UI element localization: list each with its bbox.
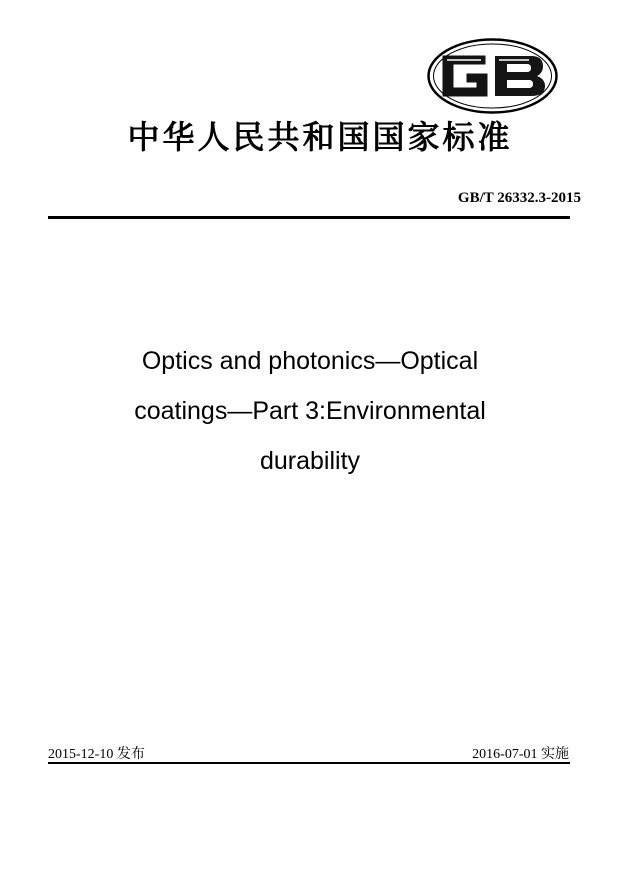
implementation-label: 实施 bbox=[541, 746, 569, 762]
title-line-1: Optics and photonics—Optical bbox=[141, 347, 479, 375]
header-divider bbox=[48, 216, 570, 219]
implementation-date-block bbox=[472, 743, 569, 763]
issuing-organization: 中华人民共和国国家标准 bbox=[127, 118, 513, 156]
title-line-3: durability bbox=[259, 447, 361, 475]
issue-date-block bbox=[48, 743, 145, 763]
implementation-date: 2016-07-01 bbox=[472, 747, 538, 762]
gb-logo-mark bbox=[427, 38, 558, 114]
issue-date: 2015-12-10 bbox=[48, 747, 114, 762]
issue-label: 发布 bbox=[116, 746, 145, 762]
footer-divider bbox=[48, 762, 570, 764]
title-line-2: coatings—Part 3:Environmental bbox=[134, 397, 486, 425]
standard-number: GB/T 26332.3-2015 bbox=[457, 190, 581, 206]
document-title bbox=[60, 336, 560, 486]
gb-logo bbox=[427, 38, 558, 114]
